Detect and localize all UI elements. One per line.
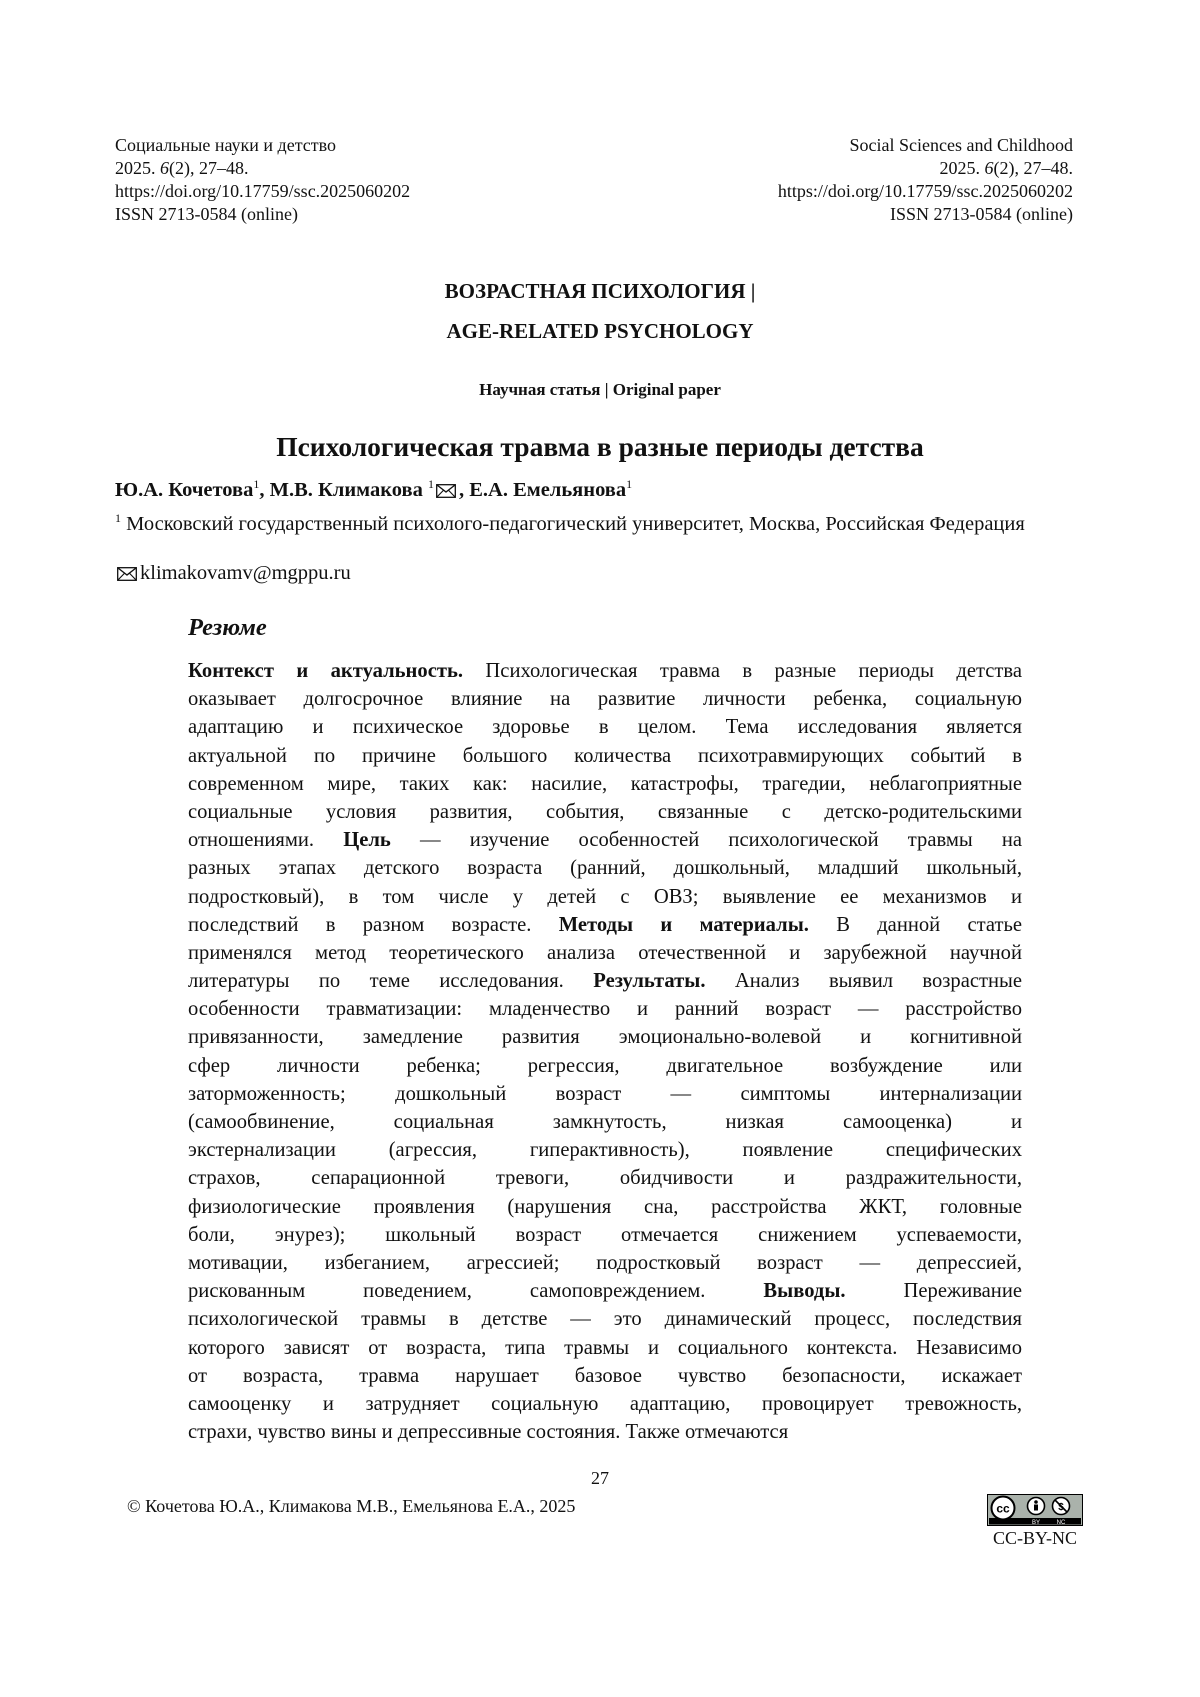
section-title-ru: ВОЗРАСТНАЯ ПСИХОЛОГИЯ | [0, 279, 1200, 304]
abstract-line [188, 1052, 1022, 1080]
abstract-line [188, 939, 1022, 967]
issn-ru: ISSN 2713-0584 (online) [115, 203, 410, 226]
abstract-line [188, 854, 1022, 882]
abstract-line [188, 883, 1022, 911]
affiliation-text: Московский государственный психолого-педагогический университет, Москва, Российская Федерация [126, 513, 1025, 535]
abstract-line [188, 798, 1022, 826]
envelope-icon [436, 481, 456, 504]
affiliation-mark: 1 [115, 511, 121, 525]
journal-name-ru: Социальные науки и детство [115, 134, 410, 157]
abstract-line [188, 742, 1022, 770]
abstract-bold-term: Контекст и актуальность. [188, 660, 463, 682]
abstract-text: мотивации, избеганием, агрессией; подростковый возраст — депрессией, [188, 1252, 1022, 1274]
abstract-text: психологической травмы в детстве — это динамический процесс, последствия [188, 1308, 1022, 1330]
svg-text:cc: cc [996, 1502, 1010, 1516]
abstract-line [188, 685, 1022, 713]
abstract-line [188, 713, 1022, 741]
abstract-text: отношениями. [188, 829, 314, 851]
abstract-text: (самообвинение, социальная замкнутость, низкая самооценка) и [188, 1111, 1022, 1133]
email-link[interactable]: klimakovamv@mgppu.ru [140, 562, 351, 584]
badge-nc-label: NC [1057, 1520, 1066, 1526]
abstract-text: особенности травматизации: младенчество и ранний возраст — расстройство [188, 998, 1022, 1020]
affiliation-mark: 1 [428, 477, 434, 491]
abstract-line [188, 995, 1022, 1023]
contact-email [115, 562, 351, 587]
abstract-text: боли, энурез); школьный возраст отмечается снижением успеваемости, [188, 1224, 1022, 1246]
abstract-text: Переживание [846, 1280, 1022, 1302]
issn-en: ISSN 2713-0584 (online) [778, 203, 1073, 226]
abstract-text: самооценку и затрудняет социальную адаптацию, провоцирует тревожность, [188, 1393, 1022, 1415]
abstract-bold-term: Выводы. [763, 1280, 845, 1302]
abstract-text: разных этапах детского возраста (ранний, дошкольный, младший школьный, [188, 857, 1022, 879]
abstract-text: которого зависят от возраста, типа травмы и социального контекста. Независимо [188, 1337, 1022, 1359]
abstract-text: применялся метод теоретического анализа отечественной и зарубежной научной [188, 942, 1022, 964]
abstract-line [188, 1080, 1022, 1108]
abstract-line [188, 826, 1022, 854]
abstract-text: оказывает долгосрочное влияние на развитие личности ребенка, социальную [188, 688, 1022, 710]
abstract-text: актуальной по причине большого количества психотравмирующих событий в [188, 745, 1022, 767]
abstract-line [188, 1108, 1022, 1136]
abstract-text: заторможенность; дошкольный возраст — симптомы интернализации [188, 1083, 1022, 1105]
abstract-line [188, 1023, 1022, 1051]
abstract-line [188, 1305, 1022, 1333]
abstract-line [188, 657, 1022, 685]
abstract-text: страхов, сепарационной тревоги, обидчивости и раздражительности, [188, 1167, 1022, 1189]
abstract-line [188, 1193, 1022, 1221]
abstract-text: литературы по теме исследования. [188, 970, 564, 992]
svg-text:$: $ [1058, 1502, 1064, 1513]
journal-name-en: Social Sciences and Childhood [778, 134, 1073, 157]
abstract-text: страхи, чувство вины и депрессивные состояния. Также отмечаются [188, 1421, 788, 1443]
doi-link-ru[interactable]: https://doi.org/10.17759/ssc.2025060202 [115, 180, 410, 203]
abstract-text: Анализ выявил возрастные [705, 970, 1022, 992]
author-list [115, 477, 632, 504]
abstract-text: от возраста, травма нарушает базовое чувство безопасности, искажает [188, 1365, 1022, 1387]
abstract-line [188, 911, 1022, 939]
article-page [0, 0, 1200, 1697]
abstract-text: современном мире, таких как: насилие, катастрофы, трагедии, неблагоприятные [188, 773, 1022, 795]
abstract-line [188, 1277, 1022, 1305]
author-separator: , [259, 479, 269, 501]
journal-header-ru [115, 134, 410, 226]
author-separator: , [459, 479, 469, 501]
abstract-text: последствий в разном возрасте. [188, 914, 531, 936]
abstract-line [188, 967, 1022, 995]
abstract-text: привязанности, замедление развития эмоционально-волевой и когнитивной [188, 1026, 1022, 1048]
abstract-bold-term: Методы и материалы. [559, 914, 809, 936]
abstract-text: Психологическая травма в разные периоды детства [463, 660, 1022, 682]
abstract-line [188, 1249, 1022, 1277]
abstract-line [188, 1390, 1022, 1418]
abstract-text: адаптацию и психическое здоровье в целом. Тема исследования является [188, 716, 1022, 738]
page-number: 27 [0, 1468, 1200, 1489]
abstract-heading: Резюме [188, 614, 267, 642]
abstract-bold-term: Результаты. [593, 970, 705, 992]
abstract-text: физиологические проявления (нарушения сна, расстройства ЖКТ, головные [188, 1196, 1022, 1218]
abstract-text: подростковый), в том числе у детей с ОВЗ; выявление ее механизмов и [188, 886, 1022, 908]
abstract-text: рискованным поведением, самоповреждением. [188, 1280, 705, 1302]
abstract-text: социальные условия развития, события, связанные с детско-родительскими [188, 801, 1022, 823]
affiliation [115, 504, 1100, 539]
author-name: Е.А. Емельянова [469, 479, 626, 501]
citation-en: 2025. 6(2), 27–48. [778, 157, 1073, 180]
abstract-line [188, 1418, 1022, 1446]
affiliation-mark: 1 [626, 477, 632, 491]
article-type: Научная статья | Original paper [0, 380, 1200, 400]
affiliation-mark: 1 [253, 477, 259, 491]
doi-link-en[interactable]: https://doi.org/10.17759/ssc.2025060202 [778, 180, 1073, 203]
abstract-line [188, 770, 1022, 798]
abstract-line [188, 1221, 1022, 1249]
abstract-line [188, 1136, 1022, 1164]
cc-license-badge[interactable] [987, 1494, 1083, 1526]
abstract-text: экстернализации (агрессия, гиперактивность), появление специфических [188, 1139, 1022, 1161]
abstract-line [188, 1362, 1022, 1390]
copyright-notice: © Кочетова Ю.А., Климакова М.В., Емельянова Е.А., 2025 [127, 1496, 575, 1517]
author-name: Ю.А. Кочетова [115, 479, 253, 501]
abstract-text: сфер личности ребенка; регрессия, двигательное возбуждение или [188, 1055, 1022, 1077]
abstract-body [188, 657, 1022, 1446]
journal-header-en [778, 134, 1073, 226]
badge-by-label: BY [1032, 1520, 1040, 1526]
abstract-text: — изучение особенностей психологической травмы на [391, 829, 1022, 851]
envelope-icon [117, 564, 137, 587]
section-title-en: AGE-RELATED PSYCHOLOGY [0, 319, 1200, 344]
abstract-text: В данной статье [809, 914, 1022, 936]
citation-ru: 2025. 6(2), 27–48. [115, 157, 410, 180]
abstract-line [188, 1164, 1022, 1192]
article-title: Психологическая травма в разные периоды детства [0, 431, 1200, 463]
corresponding-author-name: М.В. Климакова [270, 479, 423, 501]
abstract-bold-term: Цель [343, 829, 391, 851]
abstract-line [188, 1334, 1022, 1362]
license-label: CC-BY-NC [987, 1528, 1083, 1549]
